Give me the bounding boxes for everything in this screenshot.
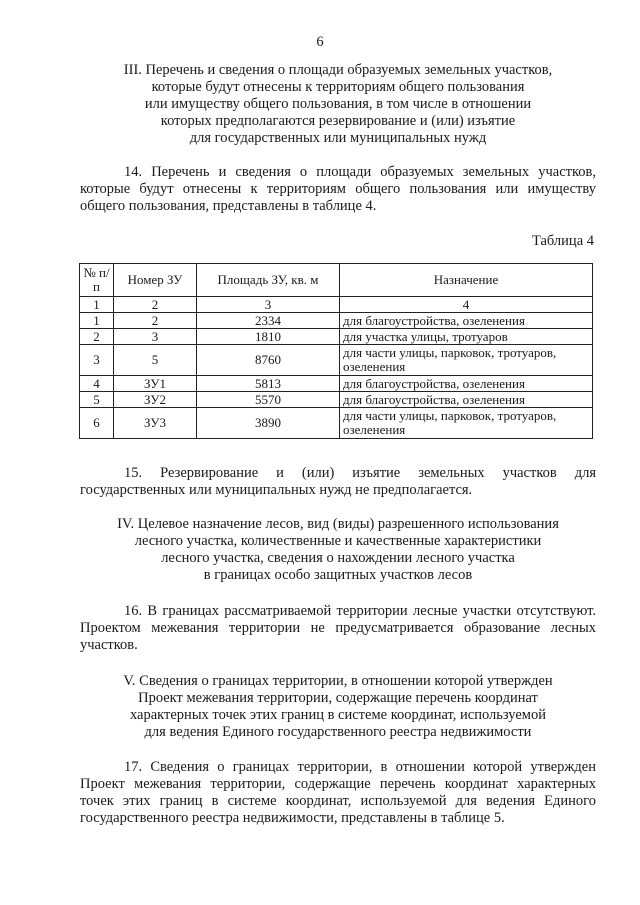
table-cell: для благоустройства, озеленения (340, 392, 593, 408)
table-row (80, 345, 593, 376)
table-cell: для части улицы, парковок, тротуаров, озеленения (340, 408, 593, 439)
table-cell: для части улицы, парковок, тротуаров, озеленения (340, 345, 593, 376)
table-cell: 3 (114, 329, 197, 345)
table-cell: для участка улицы, тротуаров (340, 329, 593, 345)
table-cell: 3 (80, 345, 114, 376)
header-area: Площадь ЗУ, кв. м (197, 264, 340, 297)
table-row (80, 408, 593, 439)
paragraph-17: 17. Сведения о границах территории, в отношении которой утвержден Проект межевания территории, содержащие перечень координат характерных точек этих границ в системе координат, используемой для ведения Единого государственного реестра недвижимости, представлены в таблице 5. (80, 759, 596, 826)
table-row (80, 376, 593, 392)
table-cell: 3890 (197, 408, 340, 439)
table-cell: 5 (80, 392, 114, 408)
heading-line: IV. Целевое назначение лесов, вид (виды) разрешенного использования (117, 516, 559, 532)
column-number-row (80, 297, 593, 313)
table-row (80, 329, 593, 345)
heading-line: для ведения Единого государственного реестра недвижимости (144, 724, 532, 740)
table-cell: 8760 (197, 345, 340, 376)
heading-line: для государственных или муниципальных нужд (189, 130, 487, 146)
heading-line: или имуществу общего пользования, в том числе в отношении (144, 96, 532, 112)
table-cell: 1 (80, 297, 114, 313)
table-cell: 1 (80, 313, 114, 329)
table-cell: для благоустройства, озеленения (340, 313, 593, 329)
section-5-heading (80, 673, 596, 741)
table-cell: 4 (80, 376, 114, 392)
table-cell: 5 (114, 345, 197, 376)
section-3-heading (80, 62, 596, 147)
section-4-heading (80, 516, 596, 584)
header-purpose: Назначение (340, 264, 593, 297)
heading-line: которых предполагаются резервирование и (или) изъятие (160, 113, 516, 129)
paragraph-16: 16. В границах рассматриваемой территории лесные участки отсутствуют. Проектом межевания территории не предусматривается образование лесных участков. (80, 603, 596, 653)
table-cell: 4 (340, 297, 593, 313)
table-header-row (80, 264, 593, 297)
heading-line: Проект межевания территории, содержащие перечень координат (138, 690, 538, 706)
table-cell: 5813 (197, 376, 340, 392)
table-4-caption: Таблица 4 (531, 233, 594, 249)
table-row (80, 392, 593, 408)
table-4 (79, 263, 593, 439)
table-cell: 5570 (197, 392, 340, 408)
table-row (80, 313, 593, 329)
table-cell: 2 (114, 313, 197, 329)
table-cell: 2334 (197, 313, 340, 329)
heading-line: III. Перечень и сведения о площади образуемых земельных участков, (123, 62, 553, 78)
paragraph-14: 14. Перечень и сведения о площади образуемых земельных участков, которые будут отнесены к территориям общего пользования или имуществу общего пользования, представлены в таблице 4. (80, 164, 596, 214)
table-cell: 6 (80, 408, 114, 439)
paragraph-15: 15. Резервирование и (или) изъятие земельных участков для государственных или муниципальных нужд не предполагается. (80, 465, 596, 498)
table-cell: 1810 (197, 329, 340, 345)
table-cell: для благоустройства, озеленения (340, 376, 593, 392)
heading-line: в границах особо защитных участков лесов (203, 567, 473, 583)
table-cell: 2 (80, 329, 114, 345)
header-plot-number: Номер ЗУ (114, 264, 197, 297)
table-cell: ЗУ3 (114, 408, 197, 439)
heading-line: лесного участка, количественные и качественные характеристики (134, 533, 542, 549)
heading-line: характерных точек этих границ в системе координат, используемой (130, 707, 546, 723)
table-cell: ЗУ2 (114, 392, 197, 408)
header-number: № п/п (80, 264, 114, 297)
table-cell: ЗУ1 (114, 376, 197, 392)
table-cell: 2 (114, 297, 197, 313)
table-cell: 3 (197, 297, 340, 313)
heading-line: V. Сведения о границах территории, в отношении которой утвержден (123, 673, 553, 689)
page-number: 6 (316, 34, 324, 50)
heading-line: которые будут отнесены к территориям общего пользования (151, 79, 525, 95)
heading-line: лесного участка, сведения о нахождении лесного участка (161, 550, 515, 566)
